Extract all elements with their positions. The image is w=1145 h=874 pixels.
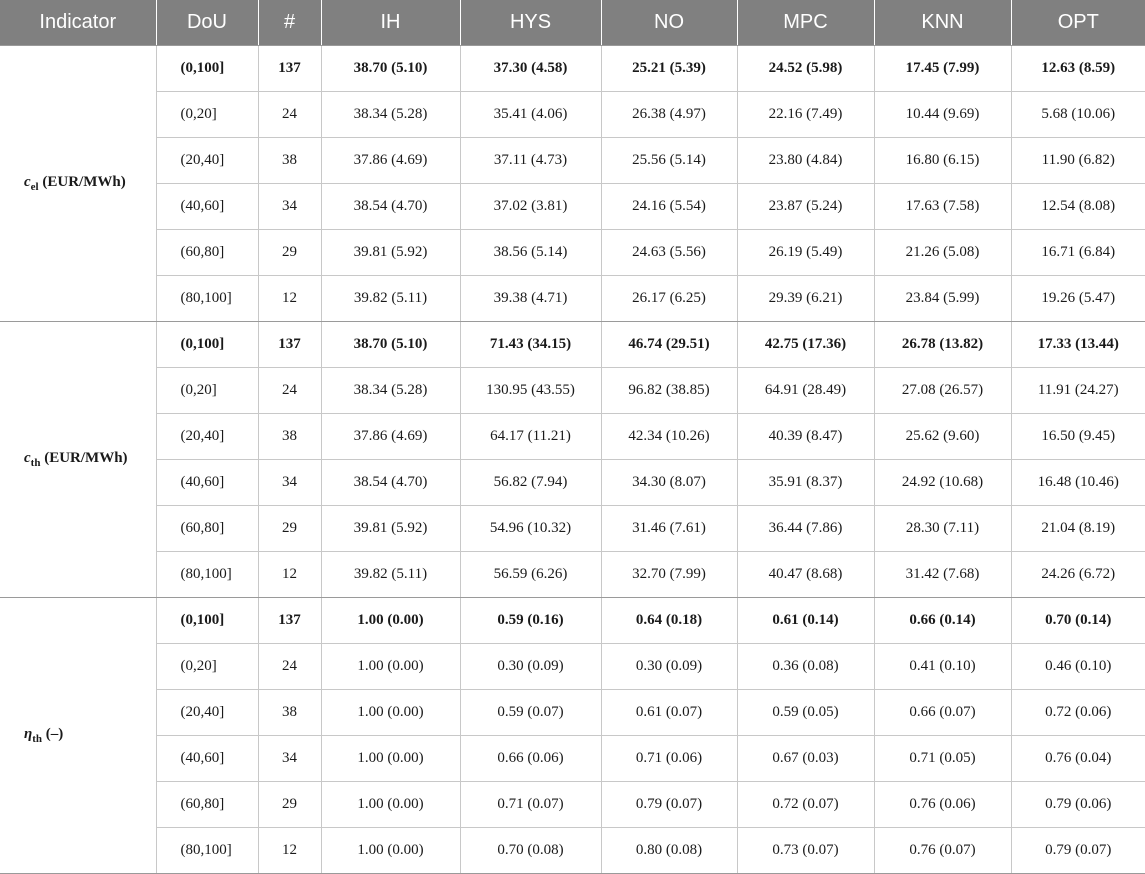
value-cell-opt: 11.90 (6.82) [1011,138,1145,184]
value-cell-hys: 130.95 (43.55) [460,368,601,414]
indicator-subscript: el [30,181,39,193]
value-cell-opt: 21.04 (8.19) [1011,506,1145,552]
count-cell: 38 [258,690,321,736]
value-cell-knn: 21.26 (5.08) [874,230,1011,276]
value-cell-no: 32.70 (7.99) [601,552,737,598]
value-cell-no: 0.80 (0.08) [601,828,737,874]
dou-cell: (0,100] [156,322,258,368]
count-cell: 34 [258,460,321,506]
table-row [0,736,1145,782]
value-cell-mpc: 40.47 (8.68) [737,552,874,598]
value-cell-opt: 16.50 (9.45) [1011,414,1145,460]
count-cell: 29 [258,782,321,828]
value-cell-ih: 39.81 (5.92) [321,230,460,276]
header-no: NO [601,0,737,46]
count-cell: 137 [258,46,321,92]
value-cell-mpc: 64.91 (28.49) [737,368,874,414]
value-cell-opt: 16.71 (6.84) [1011,230,1145,276]
value-cell-knn: 0.76 (0.06) [874,782,1011,828]
count-cell: 137 [258,322,321,368]
value-cell-no: 0.30 (0.09) [601,644,737,690]
value-cell-ih: 1.00 (0.00) [321,644,460,690]
value-cell-knn: 31.42 (7.68) [874,552,1011,598]
table-row [0,322,1145,368]
value-cell-hys: 38.56 (5.14) [460,230,601,276]
header-count: # [258,0,321,46]
value-cell-ih: 1.00 (0.00) [321,736,460,782]
value-cell-mpc: 40.39 (8.47) [737,414,874,460]
count-cell: 38 [258,138,321,184]
indicator-symbol: c [24,174,31,190]
header-mpc: MPC [737,0,874,46]
value-cell-knn: 28.30 (7.11) [874,506,1011,552]
table-row [0,230,1145,276]
value-cell-knn: 17.45 (7.99) [874,46,1011,92]
value-cell-knn: 26.78 (13.82) [874,322,1011,368]
count-cell: 38 [258,414,321,460]
dou-cell: (40,60] [156,460,258,506]
value-cell-ih: 38.34 (5.28) [321,368,460,414]
value-cell-mpc: 0.72 (0.07) [737,782,874,828]
value-cell-hys: 56.59 (6.26) [460,552,601,598]
dou-cell: (60,80] [156,506,258,552]
value-cell-hys: 71.43 (34.15) [460,322,601,368]
value-cell-hys: 35.41 (4.06) [460,92,601,138]
table-row [0,782,1145,828]
count-cell: 34 [258,736,321,782]
dou-cell: (80,100] [156,276,258,322]
indicator-symbol: η [24,726,33,742]
dou-cell: (60,80] [156,230,258,276]
dou-cell: (0,100] [156,598,258,644]
value-cell-mpc: 0.61 (0.14) [737,598,874,644]
table-row [0,598,1145,644]
dou-cell: (80,100] [156,552,258,598]
value-cell-mpc: 35.91 (8.37) [737,460,874,506]
value-cell-knn: 0.76 (0.07) [874,828,1011,874]
value-cell-no: 26.17 (6.25) [601,276,737,322]
value-cell-hys: 54.96 (10.32) [460,506,601,552]
dou-cell: (20,40] [156,138,258,184]
value-cell-knn: 24.92 (10.68) [874,460,1011,506]
value-cell-no: 96.82 (38.85) [601,368,737,414]
value-cell-ih: 39.81 (5.92) [321,506,460,552]
value-cell-ih: 38.54 (4.70) [321,184,460,230]
indicator-unit: (EUR/MWh) [40,450,128,466]
dou-cell: (40,60] [156,736,258,782]
count-cell: 137 [258,598,321,644]
value-cell-hys: 37.30 (4.58) [460,46,601,92]
table-row [0,690,1145,736]
value-cell-opt: 12.63 (8.59) [1011,46,1145,92]
value-cell-no: 42.34 (10.26) [601,414,737,460]
value-cell-ih: 37.86 (4.69) [321,138,460,184]
table-row [0,414,1145,460]
dou-cell: (0,20] [156,92,258,138]
value-cell-knn: 27.08 (26.57) [874,368,1011,414]
value-cell-hys: 64.17 (11.21) [460,414,601,460]
indicator-unit: (EUR/MWh) [38,174,126,190]
value-cell-no: 25.56 (5.14) [601,138,737,184]
value-cell-opt: 11.91 (24.27) [1011,368,1145,414]
header-ih: IH [321,0,460,46]
value-cell-hys: 56.82 (7.94) [460,460,601,506]
value-cell-knn: 16.80 (6.15) [874,138,1011,184]
dou-cell: (40,60] [156,184,258,230]
value-cell-no: 25.21 (5.39) [601,46,737,92]
dou-cell: (0,100] [156,46,258,92]
value-cell-ih: 38.70 (5.10) [321,322,460,368]
value-cell-ih: 39.82 (5.11) [321,552,460,598]
value-cell-no: 34.30 (8.07) [601,460,737,506]
indicator-cell [0,322,156,598]
value-cell-opt: 12.54 (8.08) [1011,184,1145,230]
indicator-subscript: th [30,457,41,469]
value-cell-ih: 38.70 (5.10) [321,46,460,92]
value-cell-no: 0.64 (0.18) [601,598,737,644]
count-cell: 12 [258,552,321,598]
value-cell-ih: 37.86 (4.69) [321,414,460,460]
value-cell-mpc: 0.73 (0.07) [737,828,874,874]
value-cell-hys: 39.38 (4.71) [460,276,601,322]
value-cell-hys: 0.71 (0.07) [460,782,601,828]
value-cell-opt: 0.46 (0.10) [1011,644,1145,690]
value-cell-opt: 16.48 (10.46) [1011,460,1145,506]
table-row [0,552,1145,598]
value-cell-hys: 0.59 (0.16) [460,598,601,644]
value-cell-ih: 1.00 (0.00) [321,782,460,828]
value-cell-mpc: 29.39 (6.21) [737,276,874,322]
indicator-cell [0,598,156,874]
value-cell-hys: 0.59 (0.07) [460,690,601,736]
value-cell-mpc: 26.19 (5.49) [737,230,874,276]
value-cell-opt: 0.79 (0.07) [1011,828,1145,874]
table-row [0,92,1145,138]
indicator-subscript: th [32,733,43,745]
value-cell-no: 0.79 (0.07) [601,782,737,828]
value-cell-knn: 0.41 (0.10) [874,644,1011,690]
header-knn: KNN [874,0,1011,46]
value-cell-knn: 0.66 (0.14) [874,598,1011,644]
count-cell: 34 [258,184,321,230]
header-opt: OPT [1011,0,1145,46]
value-cell-mpc: 0.67 (0.03) [737,736,874,782]
table-row [0,506,1145,552]
value-cell-ih: 39.82 (5.11) [321,276,460,322]
count-cell: 29 [258,230,321,276]
value-cell-ih: 1.00 (0.00) [321,690,460,736]
value-cell-mpc: 36.44 (7.86) [737,506,874,552]
value-cell-knn: 0.66 (0.07) [874,690,1011,736]
value-cell-no: 46.74 (29.51) [601,322,737,368]
table-row [0,184,1145,230]
count-cell: 12 [258,828,321,874]
dou-cell: (20,40] [156,690,258,736]
value-cell-ih: 1.00 (0.00) [321,598,460,644]
value-cell-ih: 38.54 (4.70) [321,460,460,506]
dou-cell: (20,40] [156,414,258,460]
value-cell-no: 24.16 (5.54) [601,184,737,230]
value-cell-hys: 37.02 (3.81) [460,184,601,230]
value-cell-no: 31.46 (7.61) [601,506,737,552]
header-indicator: Indicator [0,0,156,46]
dou-cell: (80,100] [156,828,258,874]
value-cell-mpc: 0.36 (0.08) [737,644,874,690]
table-row [0,276,1145,322]
count-cell: 12 [258,276,321,322]
count-cell: 24 [258,368,321,414]
count-cell: 24 [258,644,321,690]
value-cell-mpc: 0.59 (0.05) [737,690,874,736]
value-cell-ih: 38.34 (5.28) [321,92,460,138]
indicator-symbol: c [24,450,31,466]
value-cell-opt: 0.70 (0.14) [1011,598,1145,644]
value-cell-hys: 0.70 (0.08) [460,828,601,874]
count-cell: 29 [258,506,321,552]
value-cell-hys: 37.11 (4.73) [460,138,601,184]
value-cell-opt: 0.72 (0.06) [1011,690,1145,736]
value-cell-ih: 1.00 (0.00) [321,828,460,874]
value-cell-opt: 17.33 (13.44) [1011,322,1145,368]
value-cell-knn: 25.62 (9.60) [874,414,1011,460]
header-hys: HYS [460,0,601,46]
value-cell-no: 26.38 (4.97) [601,92,737,138]
table-row [0,644,1145,690]
value-cell-mpc: 22.16 (7.49) [737,92,874,138]
value-cell-opt: 19.26 (5.47) [1011,276,1145,322]
value-cell-no: 0.71 (0.06) [601,736,737,782]
value-cell-knn: 17.63 (7.58) [874,184,1011,230]
value-cell-hys: 0.30 (0.09) [460,644,601,690]
table-body [0,46,1145,874]
dou-cell: (0,20] [156,644,258,690]
table-row [0,368,1145,414]
value-cell-mpc: 23.80 (4.84) [737,138,874,184]
header-row [0,0,1145,46]
value-cell-hys: 0.66 (0.06) [460,736,601,782]
value-cell-knn: 0.71 (0.05) [874,736,1011,782]
value-cell-mpc: 23.87 (5.24) [737,184,874,230]
value-cell-opt: 24.26 (6.72) [1011,552,1145,598]
value-cell-opt: 0.76 (0.04) [1011,736,1145,782]
value-cell-opt: 0.79 (0.06) [1011,782,1145,828]
value-cell-mpc: 24.52 (5.98) [737,46,874,92]
indicator-cell [0,46,156,322]
value-cell-no: 24.63 (5.56) [601,230,737,276]
dou-cell: (60,80] [156,782,258,828]
table-row [0,138,1145,184]
indicator-unit: (–) [42,726,64,742]
table-row [0,460,1145,506]
value-cell-no: 0.61 (0.07) [601,690,737,736]
dou-cell: (0,20] [156,368,258,414]
header-dou: DoU [156,0,258,46]
value-cell-mpc: 42.75 (17.36) [737,322,874,368]
table-row [0,46,1145,92]
count-cell: 24 [258,92,321,138]
value-cell-knn: 23.84 (5.99) [874,276,1011,322]
value-cell-opt: 5.68 (10.06) [1011,92,1145,138]
value-cell-knn: 10.44 (9.69) [874,92,1011,138]
